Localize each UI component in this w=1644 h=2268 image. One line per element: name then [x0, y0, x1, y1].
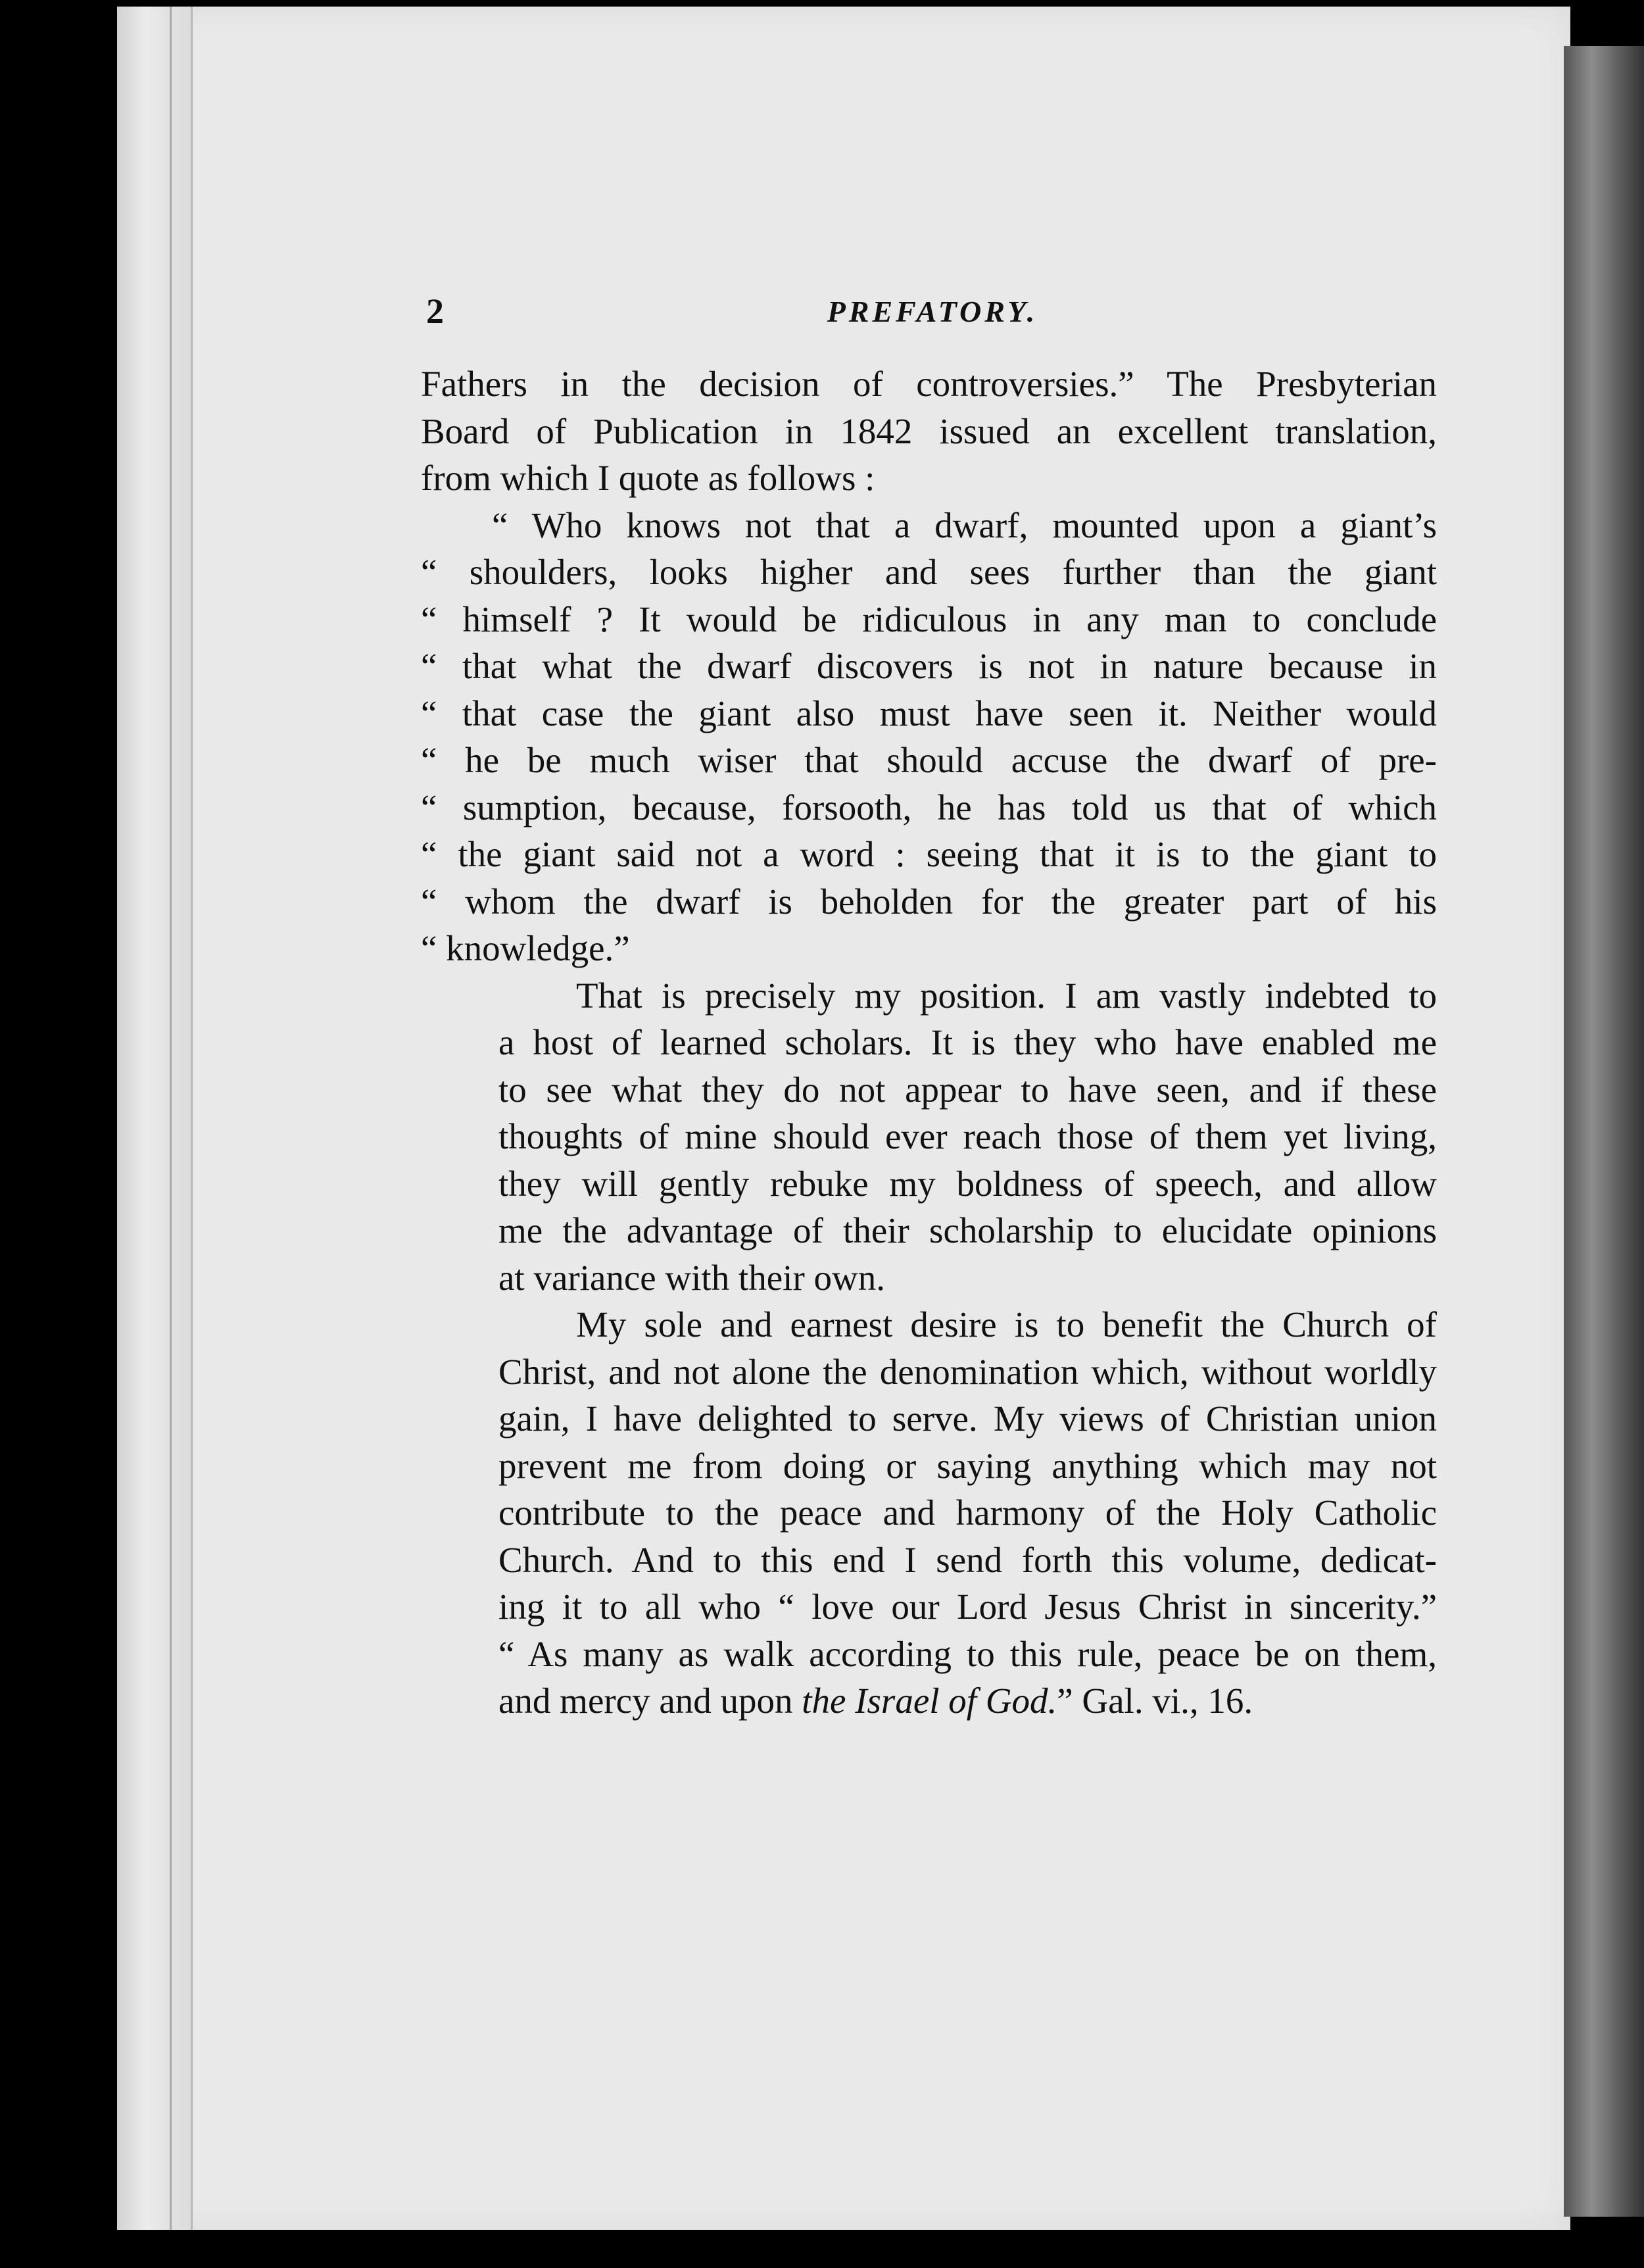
text-line: at variance with their own. [498, 1257, 885, 1298]
running-title: PREFATORY. [827, 295, 1038, 328]
text-line: thoughts of mine should ever reach those of them yet living, [498, 1116, 1437, 1156]
quote-line: “ whom the dwarf is beholden for the greater part of his [421, 881, 1437, 922]
quote-line: “ Who knows not that a dwarf, mounted upon a giant’s [492, 505, 1437, 545]
text-line: That is precisely my position. I am vastly indebted to [576, 975, 1437, 1016]
text-line: “ As many as walk according to this rule, peace be on them, [498, 1633, 1437, 1674]
text-line: contribute to the peace and harmony of the Holy Catholic [498, 1492, 1437, 1533]
text-line: prevent me from doing or saying anything which may not [498, 1445, 1437, 1486]
text-line: Fathers in the decision of controversies.” The Presbyterian [421, 364, 1437, 404]
quote-line: “ that case the giant also must have seen it. Neither would [421, 693, 1437, 733]
paragraph-continued [421, 360, 1437, 502]
text-line: Christ, and not alone the denomination which, without worldly [498, 1351, 1437, 1392]
italic-phrase: the Israel of God. [802, 1681, 1057, 1721]
quote-line: “ the giant said not a word : seeing that it is to the giant to [421, 834, 1437, 874]
quote-line: “ knowledge.” [421, 928, 630, 968]
text-line: gain, I have delighted to serve. My views of Christian union [498, 1398, 1437, 1439]
running-head [426, 288, 1439, 335]
quote-line: “ sumption, because, forsooth, he has told us that of which [421, 787, 1437, 827]
book-right-edge [1564, 46, 1644, 2217]
text-line: a host of learned scholars. It is they who have enabled me [498, 1022, 1437, 1062]
final-line-start: and mercy and upon [498, 1681, 802, 1721]
block-quote [421, 502, 1437, 972]
citation: ” Gal. vi., 16. [1057, 1681, 1253, 1721]
quote-line: “ that what the dwarf discovers is not in nature because in [421, 646, 1437, 686]
text-line: they will gently rebuke my boldness of speech, and allow [498, 1163, 1437, 1204]
binding-gutter [117, 7, 193, 2230]
paragraph-position [421, 972, 1437, 1302]
quote-line: “ shoulders, looks higher and sees further than the giant [421, 552, 1437, 592]
text-line: ing it to all who “ love our Lord Jesus Christ in sincerity.” [498, 1587, 1437, 1627]
text-line: My sole and earnest desire is to benefit the Church of [576, 1304, 1437, 1344]
gutter-rule [170, 7, 172, 2230]
page-number: 2 [426, 291, 444, 331]
text-line: me the advantage of their scholarship to elucidate opinions [498, 1210, 1437, 1250]
quote-line: “ himself ? It would be ridiculous in any man to conclude [421, 599, 1437, 639]
text-line: Church. And to this end I send forth this volume, dedicat- [498, 1539, 1437, 1580]
text-line: from which I quote as follows : [421, 458, 875, 498]
body-text [421, 360, 1437, 1725]
quote-line: “ he be much wiser that should accuse the dwarf of pre- [421, 740, 1437, 780]
text-line: to see what they do not appear to have seen, and if these [498, 1069, 1437, 1110]
text-line-final [421, 1677, 1437, 1725]
text-line: Board of Publication in 1842 issued an excellent translation, [421, 410, 1437, 451]
paragraph-desire [421, 1301, 1437, 1725]
